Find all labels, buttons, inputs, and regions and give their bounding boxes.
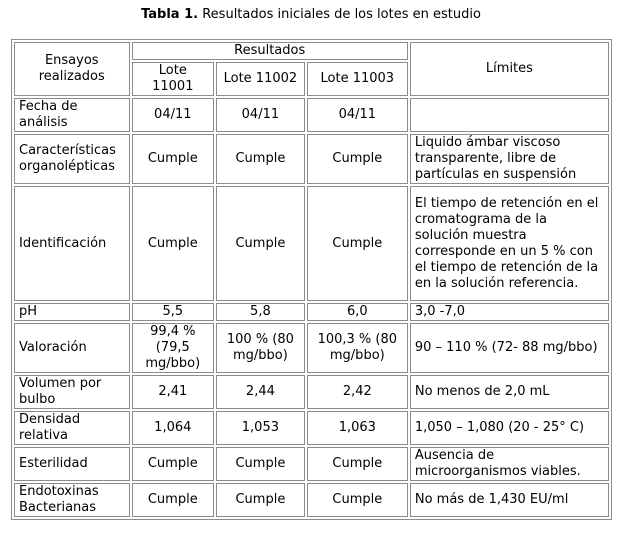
row-lote-3: Cumple [307, 134, 408, 184]
header-ensayos: Ensayos realizados [14, 42, 130, 96]
header-lote-11003: Lote 11003 [307, 62, 408, 96]
row-lote-1: Cumple [132, 483, 215, 517]
row-ensayo: Endotoxinas Bacterianas [14, 483, 130, 517]
row-lote-3: 6,0 [307, 303, 408, 321]
header-limites: Límites [410, 42, 609, 96]
table-row [14, 447, 609, 481]
row-lote-1: Cumple [132, 134, 215, 184]
row-lote-1: Cumple [132, 186, 215, 301]
row-lote-3: Cumple [307, 186, 408, 301]
table-row [14, 323, 609, 373]
row-ensayo: Volumen por bulbo [14, 375, 130, 409]
row-limite: Liquido ámbar viscoso transparente, libre de partículas en suspensión [410, 134, 609, 184]
row-limite: No más de 1,430 EU/ml [410, 483, 609, 517]
row-ensayo: Identificación [14, 186, 130, 301]
row-lote-1: 2,41 [132, 375, 215, 409]
row-ensayo: Valoración [14, 323, 130, 373]
table-row [14, 186, 609, 301]
row-lote-2: Cumple [216, 483, 305, 517]
caption-label: Tabla 1. [141, 7, 199, 22]
row-lote-1: Cumple [132, 447, 215, 481]
row-limite: Ausencia de microorganismos viables. [410, 447, 609, 481]
header-lote-11002: Lote 11002 [216, 62, 305, 96]
row-lote-3: 100,3 % (80 mg/bbo) [307, 323, 408, 373]
table-row [14, 134, 609, 184]
row-limite: No menos de 2,0 mL [410, 375, 609, 409]
results-table [11, 39, 612, 520]
row-lote-2: 5,8 [216, 303, 305, 321]
row-lote-2: 100 % (80 mg/bbo) [216, 323, 305, 373]
row-lote-2: Cumple [216, 134, 305, 184]
row-lote-1: 99,4 % (79,5 mg/bbo) [132, 323, 215, 373]
table-row [14, 98, 609, 132]
row-ensayo: Esterilidad [14, 447, 130, 481]
row-lote-3: 2,42 [307, 375, 408, 409]
table-row [14, 411, 609, 445]
row-lote-2: 2,44 [216, 375, 305, 409]
row-lote-1: 1,064 [132, 411, 215, 445]
row-limite: 3,0 -7,0 [410, 303, 609, 321]
header-lote-11001: Lote 11001 [132, 62, 215, 96]
row-limite [410, 98, 609, 132]
row-lote-3: 04/11 [307, 98, 408, 132]
row-lote-2: 04/11 [216, 98, 305, 132]
row-limite: 1,050 – 1,080 (20 - 25° C) [410, 411, 609, 445]
row-limite: 90 – 110 % (72- 88 mg/bbo) [410, 323, 609, 373]
table-caption [0, 6, 622, 24]
row-ensayo: pH [14, 303, 130, 321]
row-lote-2: Cumple [216, 447, 305, 481]
table-row [14, 303, 609, 321]
caption-text: Resultados iniciales de los lotes en estudio [202, 7, 481, 22]
table-row [14, 483, 609, 517]
row-lote-3: Cumple [307, 483, 408, 517]
row-ensayo: Densidad relativa [14, 411, 130, 445]
table-row [14, 375, 609, 409]
row-lote-2: Cumple [216, 186, 305, 301]
row-lote-3: Cumple [307, 447, 408, 481]
row-lote-2: 1,053 [216, 411, 305, 445]
row-lote-1: 5,5 [132, 303, 215, 321]
row-ensayo: Fecha de análisis [14, 98, 130, 132]
row-lote-3: 1,063 [307, 411, 408, 445]
row-limite: El tiempo de retención en el cromatograma de la solución muestra corresponde en un 5 % con el tiempo de retención de la en la solución referencia. [410, 186, 609, 301]
header-resultados: Resultados [132, 42, 408, 60]
row-ensayo: Características organolépticas [14, 134, 130, 184]
row-lote-1: 04/11 [132, 98, 215, 132]
